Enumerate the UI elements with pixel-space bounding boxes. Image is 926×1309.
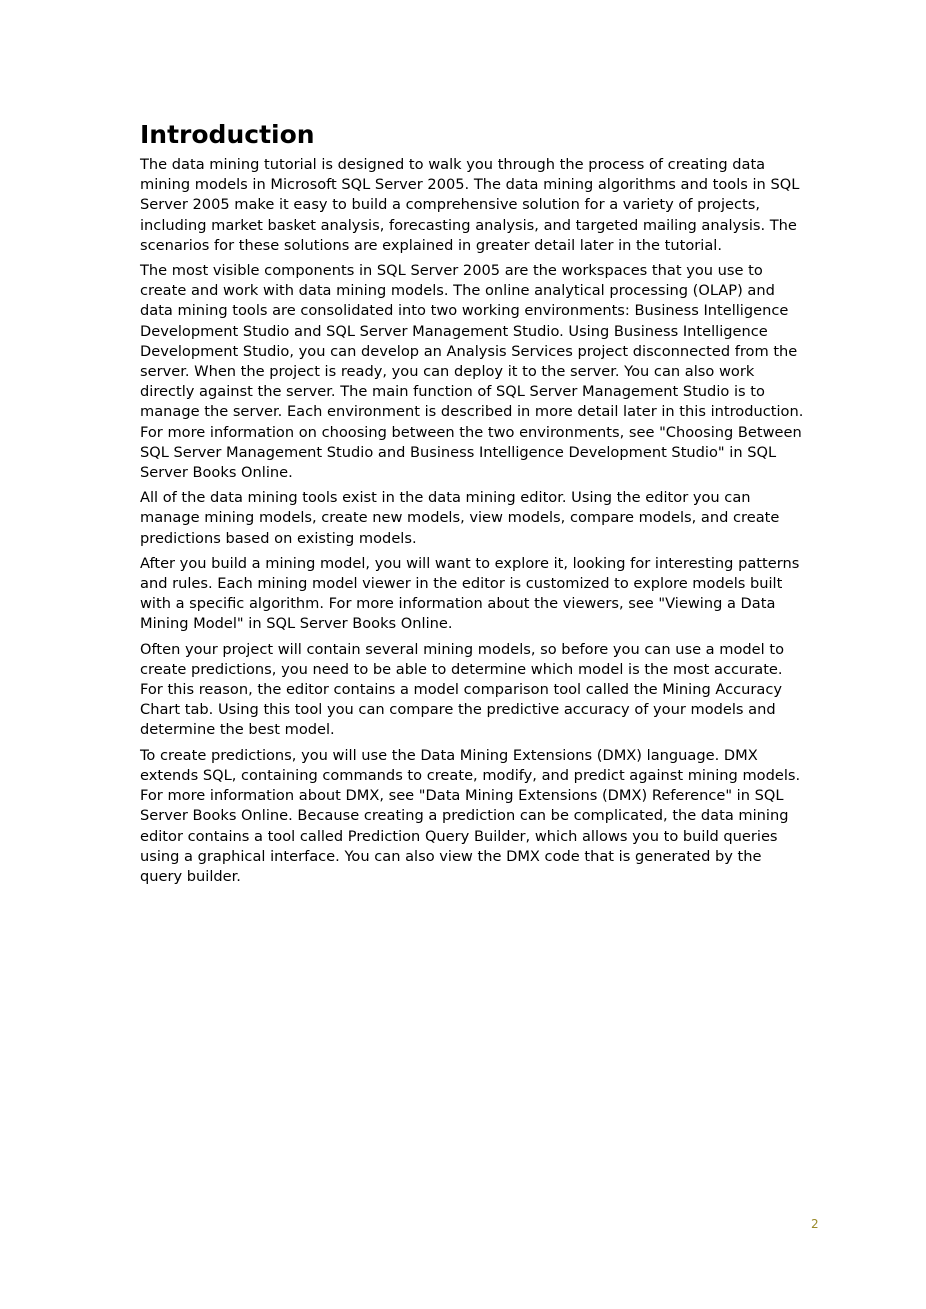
paragraph-mining-model-viewers: After you build a mining model, you will want to explore it, looking for interesting patterns and rules. Each mining model viewer in the editor is customized to explore models built with a specific algorithm. For more information about the viewers, see "Viewing a Data Mining Model" in SQL Server Books Online. (140, 554, 800, 633)
document-body (140, 120, 808, 892)
paragraph-data-mining-editor: All of the data mining tools exist in the data mining editor. Using the editor you can manage mining models, create new models, view models, compare models, and create predictions based on existing models. (140, 489, 780, 547)
paragraph-dmx-predictions: To create predictions, you will use the Data Mining Extensions (DMX) language. DMX extends SQL, containing commands to create, modify, and predict against mining models. For more information about DMX, see "Data Mining Extensions (DMX) Reference" in SQL Server Books Online. Because creating a prediction can be complicated, the data mining editor contains a tool called Prediction Query Builder, which allows you to build queries using a graphical interface. You can also view the DMX code that is generated by the query builder. (140, 746, 801, 885)
paragraph-workspaces: The most visible components in SQL Server 2005 are the workspaces that you use to create and work with data mining models. The online analytical processing (OLAP) and data mining tools are consolidated into two working environments: Business Intelligence Development Studio and SQL Server Management Studio. Using Business Intelligence Development Studio, you can develop an Analysis Services project disconnected from the server. When the project is ready, you can deploy it to the server. You can also work directly against the server. The main function of SQL Server Management Studio is to manage the server. Each environment is described in more detail later in this introduction. For more information on choosing between the two environments, see "Choosing Between SQL Server Management Studio and Business Intelligence Development Studio" in SQL Server Books Online. (140, 262, 804, 482)
paragraph-overview: The data mining tutorial is designed to walk you through the process of creating data mining models in Microsoft SQL Server 2005. The data mining algorithms and tools in SQL Server 2005 make it easy to build a comprehensive solution for a variety of projects, including market basket analysis, forecasting analysis, and targeted mailing analysis. The scenarios for these solutions are explained in greater detail later in the tutorial. (140, 156, 800, 254)
paragraph-accuracy-chart: Often your project will contain several mining models, so before you can use a model to create predictions, you need to be able to determine which model is the most accurate. For this reason, the editor contains a model comparison tool called the Mining Accuracy Chart tab. Using this tool you can compare the predictive accuracy of your models and determine the best model. (140, 640, 784, 739)
page-number: 2 (811, 1217, 819, 1231)
page-title: Introduction (140, 120, 315, 149)
